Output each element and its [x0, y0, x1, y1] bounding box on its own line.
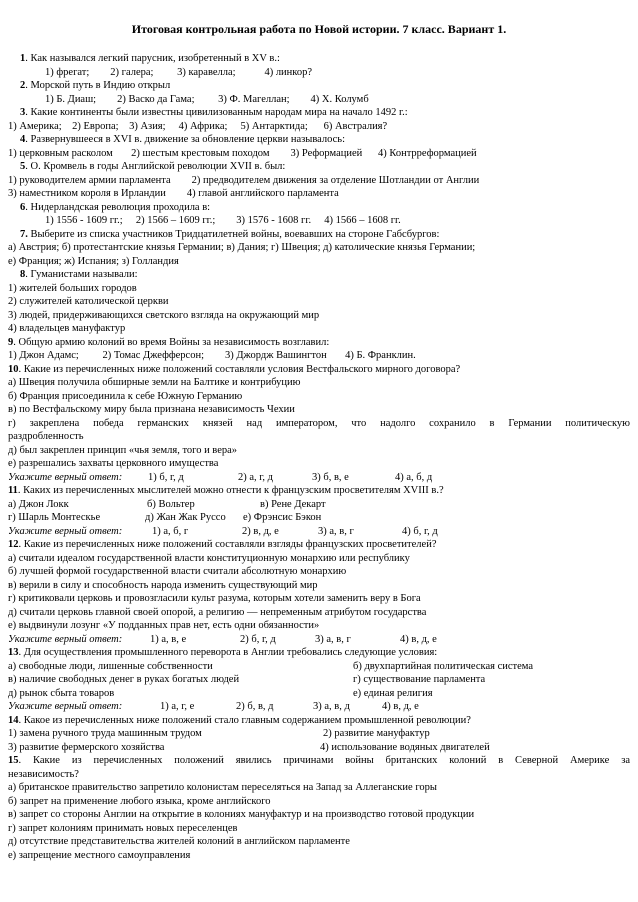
question-7-line-3: [0, 255, 638, 269]
text-segment: 4) б, г, д: [402, 525, 438, 537]
question-15-line-3: [0, 781, 638, 795]
question-number: 7.: [20, 228, 28, 240]
question-5-line-3: [0, 187, 638, 201]
text-segment: 1) а, в, е: [150, 633, 187, 645]
question-6-line-1: [0, 201, 638, 215]
question-4-line-1: [0, 133, 638, 147]
question-7-line-1: [0, 228, 638, 242]
text-segment: г) Шарль Монтескье: [8, 512, 101, 523]
question-8-line-4: [0, 309, 638, 323]
question-4-line-2: [0, 147, 638, 161]
question-number: 14: [8, 714, 19, 726]
text-segment: 1) б, г, д: [148, 471, 184, 483]
text-segment: а) британское правительство запретило колонистам переселяться на Запад за Аллеганские горы: [8, 782, 437, 793]
text-segment: б) лучшей формой государственной власти считали абсолютную монархию: [8, 566, 347, 577]
text-segment: . Общую армию колоний во время Войны за независимость возглавил:: [13, 336, 330, 348]
text-segment: д) был закреплен принцип «чья земля, того и вера»: [8, 444, 238, 456]
question-13-line-1: [0, 646, 638, 660]
question-10-line-5: [0, 417, 638, 431]
text-segment: а) Джон Локк: [8, 498, 69, 510]
text-segment: г) закреплена победа германских князей над императором, что надолго сохранило в Германии политическую: [8, 417, 630, 429]
question-3-line-1: [0, 106, 638, 120]
question-15-line-5: [0, 808, 638, 822]
question-9-line-1: [0, 336, 638, 350]
question-1-line-2: [0, 66, 638, 80]
text-segment: . Какое из перечисленных ниже положений стало главным содержанием промышленной революции?: [18, 714, 471, 726]
question-6-line-2: [0, 214, 638, 228]
question-8-line-2: [0, 282, 638, 296]
text-segment: б) запрет на применение любого языка, кроме английского: [8, 795, 271, 807]
text-segment: а) Швеция получила обширные земли на Балтике и контрибуцию: [8, 377, 301, 388]
question-10-line-4: [0, 403, 638, 417]
question-15-line-4: [0, 795, 638, 809]
text-segment: . Нидерландская революция проходила в:: [25, 201, 211, 213]
text-segment: . Какие континенты были известны цивилизованным народам мира на начало 1492 г.:: [25, 107, 408, 118]
question-15-line-1: [0, 754, 638, 768]
text-segment: . Как назывался легкий парусник, изобретенный в XV в.:: [25, 53, 280, 64]
text-segment: в) Рене Декарт: [260, 498, 326, 510]
text-segment: 1) фрегат; 2) галера; 3) каравелла; 4) линкор?: [45, 66, 313, 78]
text-segment: . Развернувшееся в XVI в. движение за обновление церкви называлось:: [25, 134, 346, 145]
question-15-line-2: [0, 768, 638, 782]
question-number: 2: [20, 80, 26, 91]
document-title: Итоговая контрольная работа по Новой истории. 7 класс. Вариант 1.: [131, 22, 507, 36]
text-segment: а) считали идеалом государственной власти конституционную монархию или республику: [8, 552, 410, 564]
question-number: 11: [8, 485, 18, 496]
text-segment: г) критиковали церковь и провозгласили культ разума, которым хотели заменить веру в Бога: [8, 593, 421, 604]
text-segment: д) Жан Жак Руссо: [145, 512, 226, 523]
question-2-line-1: [0, 79, 638, 93]
question-10-line-7: [0, 444, 638, 458]
text-segment: е) единая религия: [353, 687, 433, 699]
text-segment: . Какие из перечисленных ниже положений составляли взгляды французских просветителей?: [18, 539, 437, 550]
question-10-line-6: [0, 430, 638, 444]
answer-prompt: Укажите верный ответ:: [8, 633, 123, 645]
question-11-line-3: [0, 511, 638, 525]
text-segment: раздробленность: [8, 431, 84, 442]
text-segment: 2) б, г, д: [240, 633, 276, 645]
text-segment: а) Австрия; б) протестантские князья Германии; в) Дания; г) Швеция; д) католические князья Германии;: [8, 242, 476, 253]
text-segment: . Морской путь в Индию открыл: [25, 80, 171, 91]
text-segment: 1) а, г, е: [160, 701, 195, 712]
text-segment: 2) б, в, д: [236, 701, 274, 712]
text-segment: 1) руководителем армии парламента 2) предводителем движения за отделение Шотландии от Англии: [8, 174, 480, 186]
question-10-line-2: [0, 376, 638, 390]
question-14-line-3: [0, 741, 638, 755]
text-segment: 4) в, д, е: [382, 701, 419, 712]
question-number: 9: [8, 336, 14, 348]
question-12-line-8: [0, 633, 638, 647]
text-segment: 2) а, г, д: [238, 471, 273, 483]
question-number: 1: [20, 53, 26, 64]
text-segment: 3) б, в, е: [312, 471, 349, 483]
text-segment: е) Франция; ж) Испания; з) Голландия: [8, 255, 179, 267]
text-segment: е) разрешались захваты церковного имущества: [8, 458, 219, 469]
text-segment: . Какие из перечисленных ниже положений составляли условия Вестфальского мирного договора?: [18, 363, 461, 375]
text-segment: 3) наместником короля в Ирландии 4) главой английского парламента: [8, 188, 339, 199]
question-9-line-2: [0, 349, 638, 363]
answer-prompt: Укажите верный ответ:: [8, 525, 123, 537]
text-segment: независимость?: [8, 768, 79, 780]
question-12-line-1: [0, 538, 638, 552]
question-8-line-3: [0, 295, 638, 309]
question-15-line-6: [0, 822, 638, 836]
text-segment: е) выдвинули лозунг «У подданных прав нет, есть одни обязанности»: [8, 620, 320, 631]
text-segment: 4) использование водяных двигателей: [320, 741, 490, 753]
text-segment: . Гуманистами называли:: [25, 269, 138, 280]
text-segment: 3) а, в, г: [315, 633, 351, 645]
text-segment: 3) а, в, д: [313, 701, 350, 712]
question-3-line-2: [0, 120, 638, 134]
text-segment: в) запрет со стороны Англии на открытие в колониях мануфактур и на производство готовой продукции: [8, 809, 475, 820]
text-segment: 1) замена ручного труда машинным трудом: [8, 728, 202, 739]
text-segment: . О. Кромвель в годы Английской революции XVII в. был:: [25, 161, 286, 172]
question-1-line-1: [0, 52, 638, 66]
question-11-line-2: [0, 498, 638, 512]
question-2-line-2: [0, 93, 638, 107]
question-5-line-2: [0, 174, 638, 188]
text-segment: б) Франция присоединила к себе Южную Германию: [8, 390, 243, 402]
question-12-line-5: [0, 592, 638, 606]
text-segment: д) рынок сбыта товаров: [8, 687, 115, 699]
question-12-line-2: [0, 552, 638, 566]
question-10-line-9: [0, 471, 638, 485]
text-segment: 4) владельцев мануфактур: [8, 323, 126, 334]
text-segment: 1) жителей больших городов: [8, 282, 137, 294]
text-segment: е) Фрэнсис Бэкон: [243, 512, 322, 523]
text-segment: г) существование парламента: [353, 674, 486, 685]
question-15-line-7: [0, 835, 638, 849]
question-10-line-1: [0, 363, 638, 377]
question-14-line-1: [0, 714, 638, 728]
question-13-line-4: [0, 687, 638, 701]
question-12-line-4: [0, 579, 638, 593]
text-segment: в) наличие свободных денег в руках богатых людей: [8, 674, 240, 685]
question-8-line-5: [0, 322, 638, 336]
text-segment: 1) церковным расколом 2) шестым крестовым походом 3) Реформацией 4) Контрреформацией: [8, 147, 477, 159]
text-segment: е) запрещение местного самоуправления: [8, 849, 191, 861]
text-segment: 2) в, д, е: [242, 525, 279, 537]
text-segment: 1) Америка; 2) Европа; 3) Азия; 4) Африка; 5) Антарктида; 6) Австралия?: [8, 120, 388, 132]
text-segment: 1) а, б, г: [152, 525, 189, 537]
text-segment: . Каких из перечисленных мыслителей можно отнести к французским просветителям XVIII в.?: [17, 485, 444, 496]
text-segment: в) по Вестфальскому миру была признана независимость Чехии: [8, 404, 295, 415]
text-segment: 4) а, б, д: [395, 471, 433, 483]
text-segment: 1) Джон Адамс; 2) Томас Джефферсон; 3) Джордж Вашингтон 4) Б. Франклин.: [8, 350, 416, 361]
question-number: 6: [20, 201, 26, 213]
question-13-line-3: [0, 673, 638, 687]
question-8-line-1: [0, 268, 638, 282]
text-segment: б) Вольтер: [147, 498, 195, 510]
text-segment: а) свободные люди, лишенные собственности: [8, 660, 213, 672]
text-segment: в) верили в силу и способность народа изменить существующий мир: [8, 579, 318, 591]
text-segment: 2) служителей католической церкви: [8, 296, 169, 307]
question-10-line-8: [0, 457, 638, 471]
question-5-line-1: [0, 160, 638, 174]
question-number: 4: [20, 134, 26, 145]
question-13-line-5: [0, 700, 638, 714]
question-number: 12: [8, 539, 19, 550]
text-segment: . Для осуществления промышленного переворота в Англии требовались следующие условия:: [18, 647, 438, 658]
text-segment: 2) развитие мануфактур: [323, 728, 430, 739]
text-segment: 1) Б. Диаш; 2) Васко да Гама; 3) Ф. Магеллан; 4) Х. Колумб: [45, 93, 369, 105]
text-segment: б) двухпартийная политическая система: [353, 660, 533, 672]
text-segment: д) считали церковь главной своей опорой, а религию — непременным атрибутом государства: [8, 606, 427, 618]
question-14-line-2: [0, 727, 638, 741]
question-12-line-6: [0, 606, 638, 620]
question-11-line-4: [0, 525, 638, 539]
answer-prompt: Укажите верный ответ:: [8, 701, 123, 712]
text-segment: 3) а, в, г: [318, 525, 354, 537]
question-number: 5: [20, 161, 26, 172]
question-12-line-3: [0, 565, 638, 579]
text-segment: г) запрет колониям принимать новых переселенцев: [8, 822, 238, 834]
question-number: 8: [20, 269, 26, 280]
question-number: 10: [8, 363, 19, 375]
question-15-line-8: [0, 849, 638, 863]
question-13-line-2: [0, 660, 638, 674]
question-11-line-1: [0, 484, 638, 498]
text-segment: 1) 1556 - 1609 гг.; 2) 1566 – 1609 гг.; 3) 1576 - 1608 гг. 4) 1566 – 1608 гг.: [45, 215, 401, 226]
text-segment: 3) людей, придерживающихся светского взгляда на окружающий мир: [8, 309, 320, 321]
text-segment: 3) развитие фермерского хозяйства: [8, 741, 165, 753]
text-segment: д) отсутствие представительства жителей колоний в английском парламенте: [8, 836, 350, 847]
text-segment: . Какие из перечисленных положений явились причинами войны британских колоний в Северной Америке за: [18, 755, 630, 766]
text-segment: Выберите из списка участников Тридцатилетней войны, воевавших на стороне Габсбургов:: [27, 228, 440, 240]
question-12-line-7: [0, 619, 638, 633]
question-number: 15: [8, 755, 19, 766]
question-10-line-3: [0, 390, 638, 404]
question-number: 3: [20, 107, 26, 118]
question-7-line-2: [0, 241, 638, 255]
text-segment: 4) в, д, е: [400, 633, 437, 645]
answer-prompt: Укажите верный ответ:: [8, 471, 123, 483]
question-number: 13: [8, 647, 19, 658]
